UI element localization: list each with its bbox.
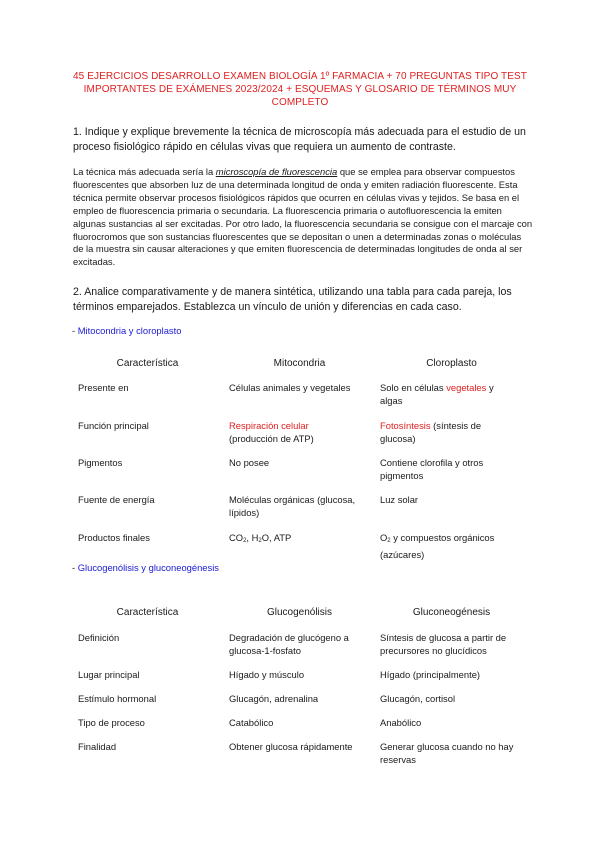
table-cell: Moléculas orgánicas (glucosa, lípidos) — [229, 494, 356, 518]
table-cell: $O_2$ y compuestos orgánicos (azúcares) — [380, 532, 495, 560]
table-cell: Estímulo hormonal — [78, 693, 157, 704]
table-cell: Glucagón, adrenalina — [229, 693, 319, 704]
document-title: 45 EJERCICIOS DESARROLLO EXAMEN BIOLOGÍA 1º FARMACIA + 70 PREGUNTAS TIPO TEST IMPORTANTES DE EXÁMENES 2023/2024 + ESQUEMAS Y GLOSARIO DE TÉRMINOS MUY COMPLETO — [73, 71, 527, 108]
table-cell: Degradación de glucógeno a glucosa-1-fosfato — [229, 632, 349, 656]
table2-header-glucogenolisis: Glucogenólisis — [266, 607, 333, 618]
table-cell: Fotosíntesis (síntesis de glucosa) — [380, 420, 482, 444]
table-cell: Presente en — [78, 382, 129, 393]
section-heading-mitocondria: - Mitocondria y cloroplasto — [72, 325, 182, 336]
table-cell: Tipo de proceso — [78, 717, 145, 728]
answer-1-before: La técnica más adecuada sería la — [73, 166, 216, 177]
table-cell: Finalidad — [78, 741, 117, 752]
table1-header-caracteristica: Característica — [116, 358, 179, 369]
table-cell: Generar glucosa cuando no hay reservas — [380, 741, 514, 765]
table-cell: Obtener glucosa rápidamente — [229, 741, 353, 752]
table-cell: Pigmentos — [78, 457, 123, 468]
table-cell: Luz solar — [380, 494, 419, 505]
table2-header-gluconeogenesis: Gluconeogénesis — [412, 607, 491, 618]
table2-header-caracteristica: Característica — [116, 607, 179, 618]
table-cell: Lugar principal — [78, 669, 140, 680]
question-2: 2. Analice comparativamente y de manera sintética, utilizando una tabla para cada pareja, los términos emparejados. Establezca un vínculo de unión y diferencias en cada caso. — [73, 286, 512, 313]
answer-1-after: que se emplea para observar compuestos fluorescentes que absorben luz de una determinada longitud de onda y emiten radiación fluorescente. Esta técnica permite observar procesos fisiológicos rápidos que ocurren en células vivas y tejidos. Se basa en el empleo de fluorescencia primaria o secundaria. La fluorescencia primaria o autofluorescencia la emiten algunas sustancias al ser excitadas. Por otro lado, la fluorescencia secundaria se consigue con el marcaje con fluorocromos que son sustancias fluorescentes que se depositan o unen a determinadas zonas o moléculas de la muestra sin causar alteraciones y que emiten fluorescencia de determinadas longitudes de onda al ser excitadas. — [73, 166, 533, 268]
table-cell: $CO_2$, $H_2O$, ATP — [229, 532, 292, 544]
answer-1-emphasis: microscopía de fluorescencia — [215, 166, 338, 177]
table-cell: Hígado (principalmente) — [380, 669, 481, 680]
table-cell: Fuente de energía — [78, 494, 155, 505]
table-cell: Anabólico — [380, 717, 422, 728]
table1-header-cloroplasto: Cloroplasto — [426, 358, 477, 369]
table-cell: Catabólico — [229, 717, 274, 728]
answer-1 — [73, 166, 533, 269]
table-cell: Función principal — [78, 420, 149, 431]
table-cell: Glucagón, cortisol — [380, 693, 456, 704]
table-cell: Síntesis de glucosa a partir de precursores no glucídicos — [380, 632, 507, 656]
section-heading-glucogenolisis: - Glucogenólisis y gluconeogénesis — [72, 562, 219, 573]
table1-header-mitocondria: Mitocondria — [273, 358, 326, 369]
table-cell: Solo en células vegetales y algas — [380, 382, 494, 406]
table-cell: Hígado y músculo — [229, 669, 305, 680]
table-cell: Células animales y vegetales — [229, 382, 351, 393]
table-cell: Contiene clorofila y otros pigmentos — [380, 457, 484, 481]
table-cell: Definición — [78, 632, 120, 643]
table-cell: Productos finales — [78, 532, 150, 543]
question-1: 1. Indique y explique brevemente la técnica de microscopía más adecuada para el estudio de un proceso fisiológico rápido en células vivas que requiera un aumento de contraste. — [73, 126, 526, 153]
table-cell: Respiración celular (producción de ATP) — [229, 420, 314, 444]
table-cell: No posee — [229, 457, 270, 468]
